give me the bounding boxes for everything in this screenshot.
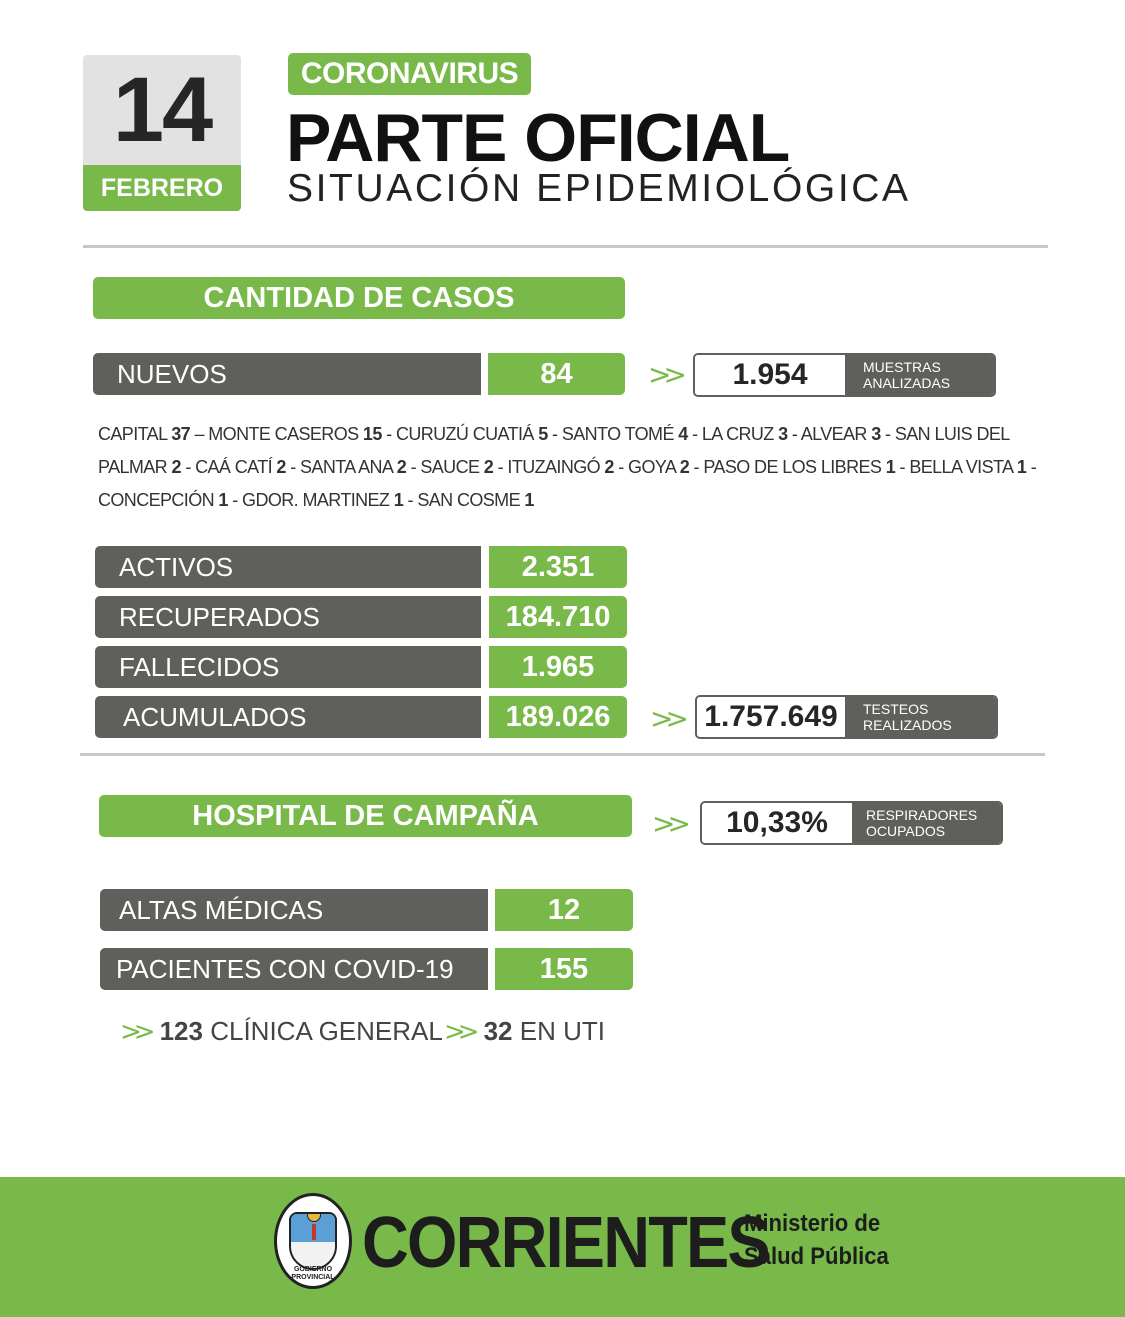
nuevos-label: NUEVOS	[93, 353, 481, 395]
district-count: 1	[524, 490, 534, 510]
district-item	[801, 424, 881, 444]
district-name: SAN LUIS DEL PALMAR	[98, 424, 1010, 477]
district-name: LA CRUZ	[701, 424, 779, 444]
activos-label: ACTIVOS	[95, 546, 481, 588]
district-item	[702, 424, 788, 444]
district-name: CAÁ CATÍ	[195, 457, 277, 477]
district-name: MONTE CASEROS	[208, 424, 363, 444]
respiradores-caption	[852, 803, 1001, 843]
muestras-box	[693, 353, 996, 397]
district-count: 5	[538, 424, 548, 444]
district-count: 2	[604, 457, 614, 477]
divider-top	[83, 245, 1048, 248]
testeos-caption-line2: REALIZADOS	[863, 717, 952, 733]
respiradores-box	[700, 801, 1003, 845]
district-name: ALVEAR	[800, 424, 872, 444]
recuperados-label: RECUPERADOS	[95, 596, 481, 638]
district-count: 37	[171, 424, 191, 444]
muestras-caption-line2: ANALIZADAS	[863, 375, 951, 391]
testeos-box	[695, 695, 998, 739]
uti-label: EN UTI	[519, 1016, 605, 1046]
date-month: FEBRERO	[83, 165, 241, 211]
district-item	[98, 424, 190, 444]
district-item	[396, 424, 548, 444]
pacientes-label: PACIENTES CON COVID-19	[100, 948, 488, 990]
acumulados-value: 189.026	[489, 696, 627, 738]
date-badge	[83, 55, 241, 211]
arrow-icon: >>	[648, 358, 679, 391]
ministry-line2: Salud Pública	[744, 1243, 889, 1270]
district-name: CAPITAL	[98, 424, 172, 444]
district-item	[242, 490, 403, 510]
district-name: GDOR. MARTINEZ	[242, 490, 394, 510]
fallecidos-value: 1.965	[489, 646, 627, 688]
page-title: PARTE OFICIAL	[286, 100, 790, 176]
district-name: GOYA	[628, 457, 680, 477]
pacientes-value: 155	[495, 948, 633, 990]
district-count: 1	[1016, 457, 1027, 477]
district-count: 4	[678, 424, 688, 444]
district-count: 3	[778, 424, 788, 444]
nuevos-value: 84	[488, 353, 625, 395]
hospital-section-title: HOSPITAL DE CAMPAÑA	[99, 795, 632, 837]
district-name: SANTA ANA	[300, 457, 397, 477]
district-count: 3	[871, 424, 881, 444]
footer	[0, 1177, 1125, 1317]
district-item	[208, 424, 381, 444]
uti-count: 32	[483, 1016, 513, 1046]
testeos-value: 1.757.649	[697, 697, 845, 737]
muestras-caption-line1: MUESTRAS	[863, 359, 941, 375]
arrow-icon: >>	[650, 702, 681, 735]
uti-detail	[444, 1012, 605, 1051]
ministry-name	[744, 1207, 889, 1273]
district-count: 1	[885, 457, 896, 477]
district-name: BELLA VISTA	[909, 457, 1017, 477]
district-breakdown: CAPITAL 37 – MONTE CASEROS 15 - CURUZÚ CUATIÁ 5 - SANTO TOMÉ 4 - LA CRUZ 3 - ALVEAR 3 - SAN LUIS DEL PALMAR 2 - CAÁ CATÍ 2 - SANTA ANA 2 - SAUCE 2 - ITUZAINGÓ 2 - GOYA 2 - PASO DE LOS LIBRES 1 - BELLA VISTA 1 - CONCEPCIÓN 1 - GDOR. MARTINEZ 1 - SAN COSME 1	[98, 424, 1037, 510]
muestras-value: 1.954	[695, 355, 845, 395]
testeos-caption-line1: TESTEOS	[863, 701, 929, 717]
altas-label: ALTAS MÉDICAS	[100, 889, 488, 931]
district-item	[507, 457, 613, 477]
district-count: 2	[679, 457, 690, 477]
district-item	[562, 424, 688, 444]
respiradores-caption-line1: RESPIRADORES	[866, 807, 978, 823]
district-item	[420, 457, 493, 477]
muestras-caption	[845, 355, 994, 395]
district-count: 1	[393, 490, 404, 510]
district-count: 15	[362, 424, 382, 444]
altas-value: 12	[495, 889, 633, 931]
district-count: 2	[276, 457, 286, 477]
district-count: 2	[171, 457, 181, 477]
page-subtitle: SITUACIÓN EPIDEMIOLÓGICA	[287, 167, 911, 210]
district-count: 2	[396, 457, 407, 477]
testeos-caption	[845, 697, 996, 737]
district-name: CONCEPCIÓN	[98, 490, 219, 510]
arrow-icon: >>	[120, 1017, 148, 1047]
district-item	[703, 457, 895, 477]
brand-logo: CORRIENTES	[362, 1203, 769, 1283]
recuperados-value: 184.710	[489, 596, 627, 638]
district-name: CURUZÚ CUATIÁ	[395, 424, 539, 444]
divider-middle	[80, 753, 1045, 756]
arrow-icon: >>	[444, 1017, 472, 1047]
ministry-line1: Ministerio de	[744, 1210, 881, 1237]
district-item	[417, 490, 533, 510]
district-item	[195, 457, 286, 477]
arrow-icon: >>	[652, 807, 683, 840]
acumulados-label: ACUMULADOS	[95, 696, 481, 738]
activos-value: 2.351	[489, 546, 627, 588]
clinica-label: CLÍNICA GENERAL	[210, 1016, 443, 1046]
respiradores-value: 10,33%	[702, 803, 852, 843]
date-day: 14	[83, 55, 241, 165]
district-name: SAUCE	[420, 457, 484, 477]
respiradores-caption-line2: OCUPADOS	[866, 823, 946, 839]
district-count: 1	[218, 490, 228, 510]
district-item	[628, 457, 689, 477]
district-name: SANTO TOMÉ	[561, 424, 679, 444]
district-count: 2	[483, 457, 494, 477]
province-seal-icon	[274, 1193, 352, 1289]
fallecidos-label: FALLECIDOS	[95, 646, 481, 688]
district-item	[98, 490, 228, 510]
district-item	[909, 457, 1026, 477]
district-name: PASO DE LOS LIBRES	[703, 457, 886, 477]
clinica-detail	[120, 1012, 443, 1051]
clinica-count: 123	[159, 1016, 203, 1046]
seal-text: GOBIERNO PROVINCIAL	[291, 1266, 335, 1281]
district-name: SAN COSME	[417, 490, 525, 510]
district-name: ITUZAINGÓ	[507, 457, 605, 477]
district-item	[300, 457, 406, 477]
cases-section-title: CANTIDAD DE CASOS	[93, 277, 625, 319]
coronavirus-badge: CORONAVIRUS	[288, 53, 531, 95]
